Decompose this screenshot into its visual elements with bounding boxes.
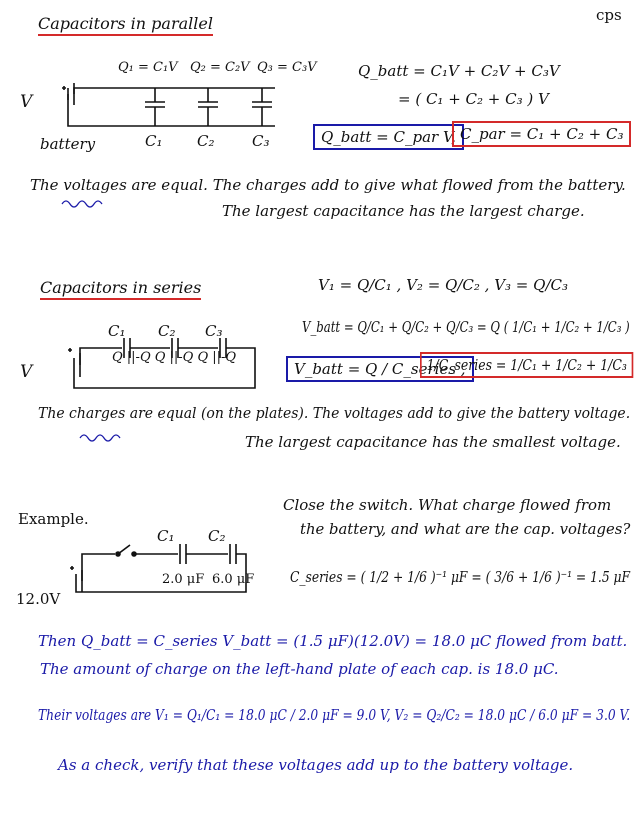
series-note-1: The charges are equal (on the plates). The voltages add to give the battery voltage. bbox=[38, 404, 631, 422]
example-question-2: the battery, and what are the cap. voltages? bbox=[300, 520, 631, 538]
example-cseries-eq: C_series = ( 1/2 + 1/6 )⁻¹ μF = ( 3/6 + 1/6 )⁻¹ = 1.5 μF bbox=[290, 568, 631, 586]
example-cap-label-2: C₂ bbox=[208, 527, 226, 545]
parallel-cap-label-1: C₁ bbox=[145, 132, 163, 150]
example-line-3: Their voltages are V₁ = Q₁/C₁ = 18.0 μC / 2.0 μF = 9.0 V, V₂ = Q₂/C₂ = 18.0 μC / 6.0 μF = 3.0 V. bbox=[38, 706, 631, 724]
series-circuit-diagram bbox=[50, 336, 270, 396]
series-cap-label-3: C₃ bbox=[205, 322, 223, 340]
initials: cps bbox=[596, 6, 622, 24]
parallel-note-squiggle bbox=[60, 198, 110, 208]
parallel-note-2: The largest capacitance has the largest charge. bbox=[222, 202, 585, 220]
parallel-cap-label-3: C₃ bbox=[252, 132, 270, 150]
series-box-cseries: 1/C_series = 1/C₁ + 1/C₂ + 1/C₃ bbox=[420, 352, 634, 378]
example-heading: Example. bbox=[18, 510, 89, 528]
parallel-circuit-diagram bbox=[40, 78, 290, 138]
series-box-vbatt: V_batt = Q / C_series , bbox=[286, 356, 474, 382]
parallel-note-1: The voltages are equal. The charges add to give what flowed from the battery. bbox=[30, 176, 626, 194]
series-v-label: V bbox=[20, 362, 33, 382]
parallel-battery-label: battery bbox=[40, 135, 96, 153]
series-heading: Capacitors in series bbox=[40, 278, 201, 300]
example-cap-value-2: 6.0 μF bbox=[212, 572, 255, 587]
series-cap-label-1: C₁ bbox=[108, 322, 126, 340]
parallel-charge-3: Q₃ = C₃V bbox=[257, 60, 317, 75]
parallel-eq-1: Q_batt = C₁V + C₂V + C₃V bbox=[358, 62, 560, 80]
example-line-2: The amount of charge on the left-hand plate of each cap. is 18.0 μC. bbox=[40, 660, 559, 678]
parallel-charge-1: Q₁ = C₁V bbox=[118, 60, 178, 75]
example-line-4: As a check, verify that these voltages add up to the battery voltage. bbox=[58, 756, 574, 774]
example-cap-value-1: 2.0 μF bbox=[162, 572, 205, 587]
series-note-2: The largest capacitance has the smallest voltage. bbox=[245, 433, 621, 451]
parallel-v-label: V bbox=[20, 92, 33, 112]
example-battery-label: 12.0V bbox=[16, 590, 61, 608]
parallel-eq-2: = ( C₁ + C₂ + C₃ ) V bbox=[398, 90, 549, 108]
example-circuit-diagram bbox=[60, 540, 260, 600]
parallel-box-cpar: C_par = C₁ + C₂ + C₃ bbox=[452, 121, 631, 147]
series-cap-label-2: C₂ bbox=[158, 322, 176, 340]
series-note-squiggle bbox=[78, 432, 126, 442]
parallel-heading: Capacitors in parallel bbox=[38, 14, 213, 36]
parallel-box-qbatt: Q_batt = C_par V, bbox=[313, 124, 464, 150]
parallel-cap-label-2: C₂ bbox=[197, 132, 215, 150]
example-question-1: Close the switch. What charge flowed from bbox=[283, 496, 612, 514]
example-cap-label-1: C₁ bbox=[157, 527, 175, 545]
series-plate-charges: Q ||-Q Q ||-Q Q ||-Q bbox=[112, 350, 237, 365]
series-v-eqs: V₁ = Q/C₁ , V₂ = Q/C₂ , V₃ = Q/C₃ bbox=[318, 276, 568, 294]
parallel-charge-2: Q₂ = C₂V bbox=[190, 60, 250, 75]
series-vbatt-eq: V_batt = Q/C₁ + Q/C₂ + Q/C₃ = Q ( 1/C₁ + 1/C₂ + 1/C₃ ) bbox=[302, 318, 630, 336]
example-line-1: Then Q_batt = C_series V_batt = (1.5 μF)(12.0V) = 18.0 μC flowed from batt. bbox=[38, 632, 628, 650]
